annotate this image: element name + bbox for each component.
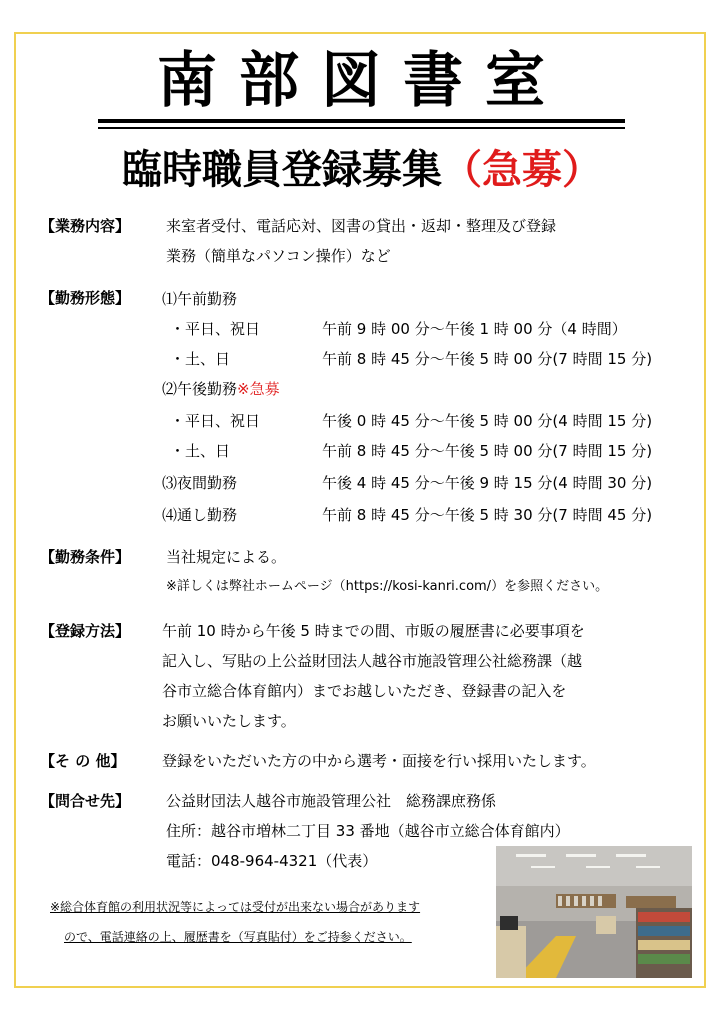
registration-line2: 記入し、写貼の上公益財団法人越谷市施設管理公社総務課（越	[162, 652, 583, 670]
conditions-label: 【勤務条件】	[40, 548, 131, 566]
footnote-line1: ※総合体育館の利用状況等によっては受付が出来ない場合があります	[50, 900, 421, 914]
shift3-heading: ⑶夜間勤務	[162, 474, 238, 492]
shift3-time: 午後 4 時 45 分～午後 9 時 15 分(4 時間 30 分)	[322, 474, 653, 492]
contact-address: 住所：越谷市増林二丁目 33 番地（越谷市立総合体育館内）	[166, 822, 570, 840]
library-photo-drawing	[496, 846, 692, 978]
conditions-line1: 当社規定による。	[166, 548, 287, 566]
other-line1: 登録をいただいた方の中から選考・面接を行い採用いたします。	[162, 752, 596, 770]
shift4-heading: ⑷通し勤務	[162, 506, 238, 524]
title-underline-thin	[98, 127, 625, 129]
shift1-weekday: ・平日、祝日	[170, 320, 261, 338]
work-content-line1: 来室者受付、電話応対、図書の貸出・返却・整理及び登録	[166, 217, 557, 235]
page-title: 南部図書室	[157, 46, 567, 116]
shift2-weekend-time: 午前 8 時 45 分～午後 5 時 00 分(7 時間 15 分)	[322, 442, 653, 460]
shift2-urgent: ※急募	[237, 380, 280, 398]
shift4-time: 午前 8 時 45 分～午後 5 時 30 分(7 時間 45 分)	[322, 506, 653, 524]
title-underline	[98, 119, 625, 123]
registration-line3: 谷市立総合体育館内）までお越しいただき、登録書の記入を	[162, 682, 567, 700]
shift1-weekend-time: 午前 8 時 45 分～午後 5 時 00 分(7 時間 15 分)	[322, 350, 653, 368]
contact-line1: 公益財団法人越谷市施設管理公社 総務課庶務係	[166, 792, 497, 810]
subtitle	[0, 142, 724, 198]
work-content-label: 【業務内容】	[40, 217, 131, 235]
shift1-heading: ⑴午前勤務	[162, 290, 238, 308]
shift2-label: ⑵午後勤務	[162, 380, 238, 398]
footnote-line2: ので、電話連絡の上、履歴書を（写真貼付）をご持参ください。	[64, 930, 412, 944]
registration-line4: お願いいたします。	[162, 712, 296, 730]
shift1-weekday-time: 午前 9 時 00 分～午後 1 時 00 分（4 時間）	[322, 320, 627, 338]
shift2-heading	[162, 378, 280, 400]
other-label: 【そ の 他】	[40, 752, 126, 770]
shift1-weekend: ・土、日	[170, 350, 231, 368]
subtitle-urgent: （急募）	[442, 147, 602, 193]
contact-label: 【問合せ先】	[40, 792, 131, 810]
contact-phone: 電話：048-964-4321（代表）	[166, 852, 378, 870]
shift2-weekday: ・平日、祝日	[170, 412, 261, 430]
conditions-line2: ※詳しくは弊社ホームページ（https://kosi-kanri.com/）を参照ください。	[166, 579, 609, 594]
shift2-weekend: ・土、日	[170, 442, 231, 460]
subtitle-main: 臨時職員登録募集	[122, 147, 442, 193]
library-interior-photo	[496, 846, 692, 978]
shift2-weekday-time: 午後 0 時 45 分～午後 5 時 00 分(4 時間 15 分)	[322, 412, 653, 430]
work-form-label: 【勤務形態】	[40, 289, 131, 307]
registration-line1: 午前 10 時から午後 5 時までの間、市販の履歴書に必要事項を	[162, 622, 585, 640]
registration-label: 【登録方法】	[40, 622, 131, 640]
work-content-line2: 業務（簡単なパソコン操作）など	[166, 247, 391, 265]
